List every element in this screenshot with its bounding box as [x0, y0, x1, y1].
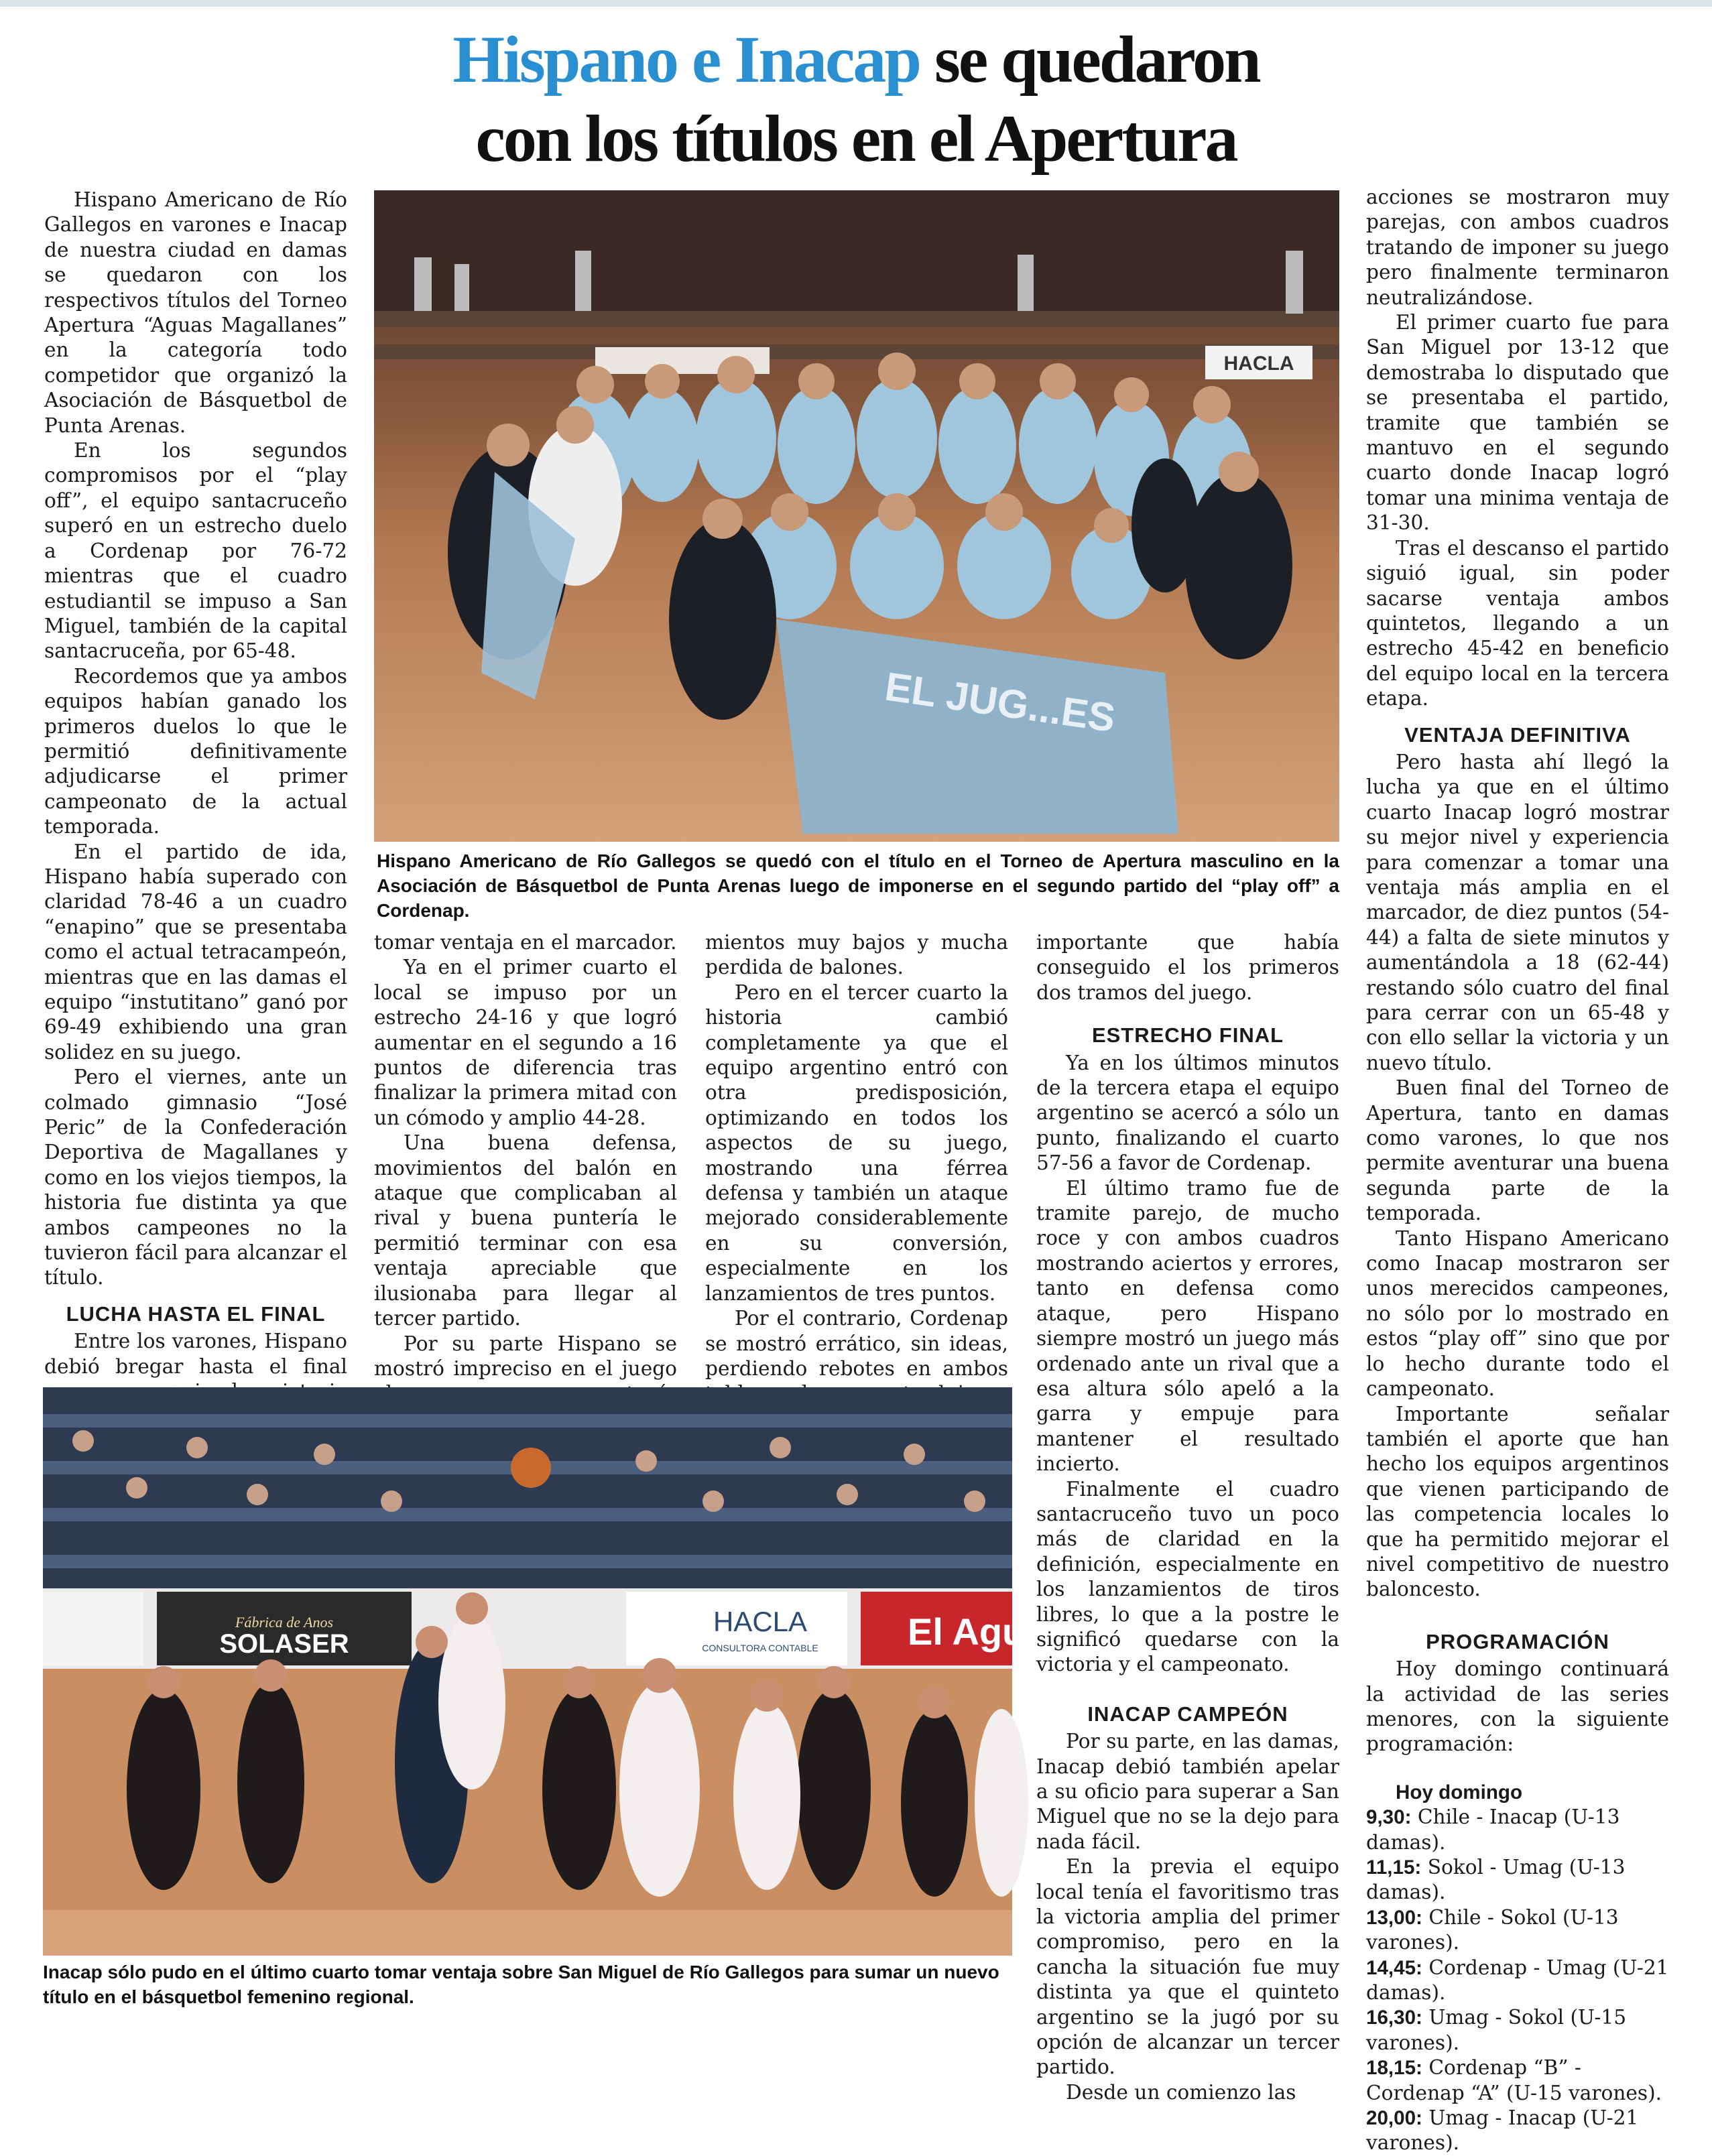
- photo-womens-game-illustration: [43, 1387, 1026, 1956]
- paragraph: Hoy domingo continuará la actividad de las series menores, con la siguiente programación:: [1366, 1657, 1669, 1756]
- paragraph: Por su parte Hispano se mostró impreciso en el juego: [374, 1332, 677, 1380]
- photo-caption-team: Hispano Americano de Río Gallegos se quedó con el título en el Torneo de Apertura masculino en la Asociación de Básquetbol de Punta Arenas luego de imponerse en el segundo partido del “play off” a Cordenap.: [377, 850, 1339, 921]
- schedule-time: 14,45:: [1366, 1956, 1422, 1979]
- schedule-item: [1366, 1805, 1669, 1855]
- subheading-inacap: INACAP CAMPEÓN: [1087, 1702, 1288, 1726]
- paragraph: Pero el viernes, ante un colmado gimnasio “José Peric” de la Confederación Deportiva de Magallanes y como en los viejos tiempos, la historia fue distinta ya que ambos campeones no la tuvieron fácil para alcanzar el título.: [44, 1066, 347, 1289]
- headline-line-2: con los títulos en el Apertura: [475, 101, 1237, 176]
- photo-womens-game: [43, 1387, 1026, 1956]
- ad-hacla-small: CONSULTORA CONTABLE: [702, 1643, 818, 1653]
- ad-solaser-small: Fábrica de Anos: [235, 1614, 334, 1631]
- paragraph: Finalmente el cuadro santacruceño tuvo un poco más de claridad en la definición, especialmente en los lanzamientos de tiros libres, lo que a la postre le significó quedarse con la victoria y el campeonato.: [1036, 1477, 1339, 1676]
- schedule-list: [1366, 1805, 1669, 2156]
- schedule-match: Chile - Sokol (U-13 varones).: [1366, 1905, 1619, 1954]
- photo-banner-text: EL JUG...ES: [882, 663, 1118, 741]
- paragraph: acciones se mostraron muy parejas, con ambos cuadros tratando de imponer su juego pero finalmente terminaron neutralizándose.: [1366, 186, 1669, 309]
- article-column-4: [1036, 930, 1339, 2105]
- paragraph: Por su parte, en las damas, Inacap debió también apelar a su oficio para superar a San Miguel que no se la dejo para nada fácil.: [1036, 1730, 1339, 1853]
- paragraph: Entre los varones, Hispano debió bregar hasta el final: [44, 1330, 347, 1378]
- article-column-3: [705, 930, 1008, 1457]
- schedule-item: [1366, 1855, 1669, 1905]
- headline-highlight: Hispano e Inacap: [452, 22, 920, 97]
- paragraph: El primer cuarto fue para San Miguel por 13-12 que demostraba lo disputado que se presentaba el partido, tramite que también se mantuvo en el segundo cuarto donde Inacap logró tomar una minima ventaja de 31-30.: [1366, 311, 1669, 535]
- schedule-time: 9,30:: [1366, 1806, 1412, 1829]
- schedule-item: [1366, 2055, 1669, 2106]
- schedule-match: Chile - Inacap (U-13 damas).: [1366, 1805, 1620, 1854]
- subheading-lucha: LUCHA HASTA EL FINAL: [66, 1302, 326, 1326]
- photo-sign-text: HACLA: [1223, 353, 1294, 375]
- paragraph: Recordemos que ya ambos equipos habían ganado los primeros duelos lo que le permitió definitivamente adjudicarse el primer campeonato de la actual temporada.: [44, 664, 347, 838]
- schedule-match: Umag - Sokol (U-15 varones).: [1366, 2006, 1627, 2054]
- top-rule: [0, 0, 1712, 7]
- paragraph: Importante señalar también el aporte que han hecho los equipos argentinos que vienen participando de las competencia locales lo que ha permitido mejorar el nivel competitivo de nuestro baloncesto.: [1366, 1402, 1669, 1601]
- paragraph: En los segundos compromisos por el “play off”, el equipo santacruceño superó en un estrecho duelo a Cordenap por 76-72 mientras que el cuadro estudiantil se impuso a San Miguel, también de la capital santacruceña, por 65-48.: [44, 439, 347, 663]
- schedule-item: [1366, 1905, 1669, 1956]
- paragraph: Pero en el tercer cuarto la historia cambió completamente ya que el equipo argentino entró con otra predisposición, optimizando en todos los aspectos de su juego, mostrando una férrea defensa y también un ataque mejorado considerablemente en su conversión, especialmente en los lanzamientos de tres puntos.: [705, 980, 1008, 1305]
- paragraph: Hispano Americano de Río Gallegos en varones e Inacap de nuestra ciudad en damas se quedaron con los respectivos títulos del Torneo Apertura “Aguas Magallanes” en la categoría todo competidor que organizó la Asociación de Básquetbol de Punta Arenas.: [44, 188, 347, 437]
- paragraph: Buen final del Torneo de Apertura, tanto en damas como varones, lo que nos permite aventurar una buena segunda parte de la temporada.: [1366, 1076, 1669, 1225]
- schedule-match: Sokol - Umag (U-13 damas).: [1366, 1856, 1626, 1904]
- paragraph: Ya en los últimos minutos de la tercera etapa el equipo argentino se acercó a sólo un punto, finalizando el cuarto 57-56 a favor de Cordenap.: [1036, 1051, 1339, 1175]
- schedule-item: [1366, 2005, 1669, 2055]
- ad-hacla-text: HACLA: [713, 1606, 808, 1637]
- paragraph: Pero hasta ahí llegó la lucha ya que en el último cuarto Inacap logró mostrar su mejor nivel y experiencia para comenzar a tomar una ventaja más amplia en el marcador, de diez puntos (54-44) a falta de siete minutos y aumentándola a 18 (62-44) restando sólo cuatro del final para cerrar con un 65-48 y con ello sellar la victoria y un nuevo título.: [1366, 750, 1669, 1074]
- paragraph: Una buena defensa, movimientos del balón en ataque que complicaban al rival y buena puntería le permitió terminar con esa ventaja apreciable que ilusionaba para llegar al tercer partido.: [374, 1131, 677, 1330]
- ad-solaser-text: SOLASER: [219, 1629, 349, 1659]
- schedule-match: Cordenap - Umag (U-21 damas).: [1366, 1956, 1669, 2005]
- paragraph: importante que había conseguido el los primeros dos tramos del juego.: [1036, 931, 1339, 1004]
- paragraph: Tras el descanso el partido siguió igual, sin poder sacarse ventaja ambos quintetos, llegando a un estrecho 45-42 en beneficio del equipo local en la tercera etapa.: [1366, 536, 1669, 710]
- schedule-time: 18,15:: [1366, 2057, 1422, 2080]
- schedule-item: [1366, 2106, 1669, 2156]
- headline: [0, 20, 1712, 178]
- paragraph: En la previa el equipo local tenía el favoritismo tras la victoria amplia del primer compromiso, pero en la cancha la situación fue muy distinta ya que el quinteto argentino se la jugó por su opción de alcanzar un tercer partido.: [1036, 1855, 1339, 2079]
- headline-rest: se quedaron: [919, 22, 1260, 97]
- photo-team-celebration: [374, 190, 1339, 842]
- paragraph: Desde un comienzo las: [1066, 2080, 1296, 2104]
- schedule-match: Cordenap “B” - Cordenap “A” (U-15 varones).: [1366, 2056, 1662, 2104]
- paragraph: En el partido de ida, Hispano había superado con claridad 78-46 a un cuadro “enapino” que se presentaba como el actual tetracampeón, mientras que en las damas el equipo “instutitano” ganó por 69-49 exhibiendo una gran solidez en su juego.: [44, 840, 347, 1064]
- schedule-title: Hoy domingo: [1396, 1781, 1523, 1803]
- schedule-time: 16,30:: [1366, 2007, 1422, 2029]
- article-column-1: [44, 188, 347, 1505]
- paragraph: Ya en el primer cuarto el local se impuso por un estrecho 24-16 y que logró aumentar en el segundo a 16 puntos de diferencia tras finalizar la primera mitad con un cómodo y amplio 44-28.: [374, 956, 677, 1129]
- paragraph: Por el contrario, Cordenap se mostró errático, sin ideas, perdiendo rebotes en ambos: [705, 1307, 1008, 1380]
- headline-line-1: [0, 20, 1712, 99]
- schedule-item: [1366, 1956, 1669, 2006]
- article-column-5: [1366, 185, 1669, 2156]
- article-column-2: [374, 930, 677, 1457]
- paragraph: mientos muy bajos y mucha perdida de balones.: [705, 931, 1008, 979]
- paragraph: El último tramo fue de tramite parejo, de mucho roce y con ambos cuadros mostrando aciertos y errores, tanto en defensa como ataque, pero Hispano siempre mostró un juego más ordenado ante un rival que a esa altura sólo apeló a la garra y empuje para mantener el resultado incierto.: [1036, 1176, 1339, 1476]
- schedule-time: 13,00:: [1366, 1906, 1422, 1929]
- schedule-time: 11,15:: [1366, 1856, 1422, 1879]
- photo-team-celebration-illustration: [374, 190, 1339, 842]
- schedule-match: Umag - Inacap (U-21 varones).: [1366, 2106, 1639, 2155]
- schedule-time: 20,00:: [1366, 2107, 1422, 2130]
- ad-elagu-text: El Agu: [908, 1610, 1026, 1653]
- photo-caption-womens: Inacap sólo pudo en el último cuarto tomar ventaja sobre San Miguel de Río Gallegos para sumar un nuevo título en el básquetbol femenino regional.: [43, 1962, 999, 2007]
- subheading-programacion: PROGRAMACIÓN: [1426, 1629, 1609, 1653]
- subheading-estrecho: ESTRECHO FINAL: [1091, 1023, 1284, 1048]
- paragraph: Tanto Hispano Americano como Inacap mostraron ser unos merecidos campeones, no sólo por lo mostrado en estos “play off” sino que por lo hecho durante todo el campeonato.: [1366, 1226, 1669, 1401]
- paragraph: tomar ventaja en el marcador.: [374, 931, 677, 954]
- subheading-ventaja: VENTAJA DEFINITIVA: [1404, 722, 1631, 747]
